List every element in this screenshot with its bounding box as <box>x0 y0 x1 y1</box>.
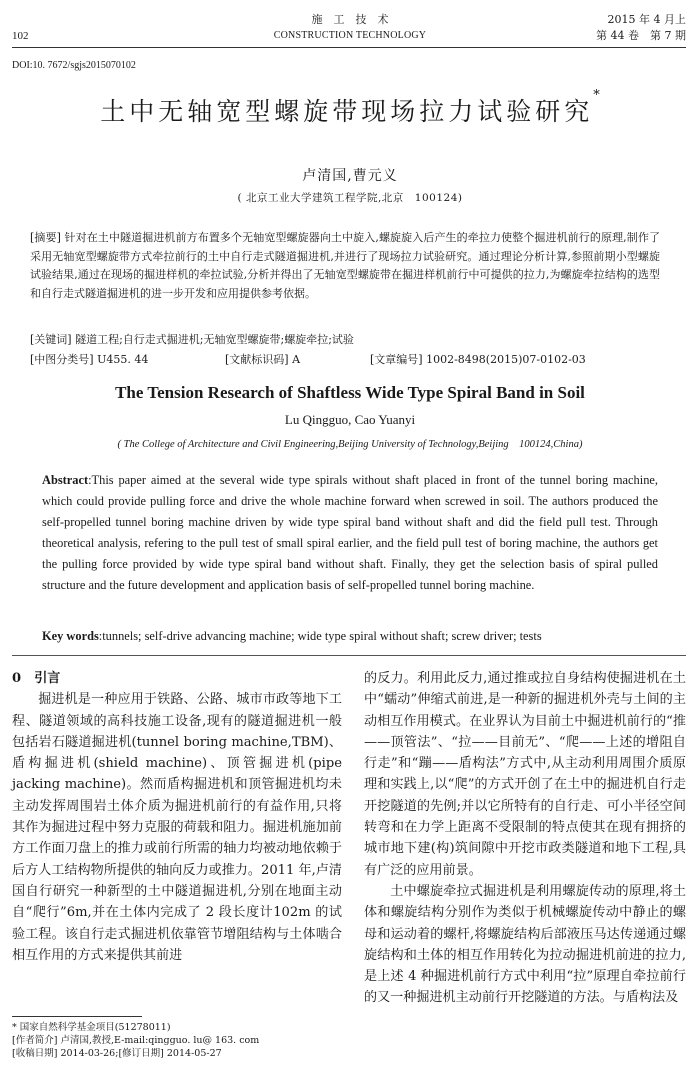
section-heading-intro: 0 引言 <box>12 671 61 686</box>
journal-name-en: CONSTRUCTION TECHNOLOGY <box>273 30 427 41</box>
doi: DOI:10. 7672/sgjs2015070102 <box>12 60 136 71</box>
abstract-cn-label: [摘要] <box>30 231 61 244</box>
doc-code-label: [文献标识码] <box>225 353 289 366</box>
journal-header <box>250 12 450 44</box>
keywords-cn-label: [关键词] <box>30 333 72 346</box>
received-label: [收稿日期] <box>12 1048 58 1059</box>
title-footnote-mark: * <box>593 88 600 103</box>
paper-title-cn <box>0 88 700 128</box>
authors-cn: 卢清国,曹元义 <box>302 168 398 184</box>
author-note <box>12 1034 259 1047</box>
volume-issue: 第 44 卷 第 7 期 <box>596 29 686 42</box>
body-left-column <box>12 668 342 966</box>
header-rule <box>12 47 686 48</box>
clc-label: [中图分类号] <box>30 353 94 366</box>
issue-info <box>596 12 686 44</box>
keywords-cn <box>30 331 670 347</box>
keywords-en <box>42 629 672 644</box>
dates-note <box>12 1047 259 1060</box>
keywords-en-text: :tunnels; self-drive advancing machine; wide type spiral without shaft; screw driver; tests <box>98 629 542 643</box>
body-paragraph: 土中螺旋牵拉式掘进机是利用螺旋传动的原理,将土体和螺旋结构分别作为类似于机械螺旋传动中静止的螺母和运动着的螺杆,将螺旋结构后部液压马达传递通过螺旋结构和土体的相互作用转化为拉动掘进机前进的拉力,是上述 4 种掘进机前行方式中利用“拉”原理自牵拉前行的又一种掘进机主动前行开挖隧道的方法。与盾构法及 <box>364 883 686 1006</box>
abstract-cn-text: 针对在土中隧道掘进机前方布置多个无轴宽型螺旋器向土中旋入,螺旋旋入后产生的牵拉力使整个掘进机前行的原理,制作了采用无轴宽型螺旋带方式牵拉前行的土中自行走式隧道掘进机,并进行了现场拉力试验研究。通过理论分析计算,参照前期小型螺旋试验结果,通过在现场的掘进样机的牵拉试验,分析并得出了无轴宽型螺旋带在掘进样机前行中可提供的拉力,为螺旋牵拉结构的选型和自行走式隧道掘进机的进一步开发和应用提供参考依据。 <box>30 231 660 300</box>
title-text: 土中无轴宽型螺旋带现场拉力试验研究 <box>100 97 594 126</box>
abstract-en-label: Abstract <box>42 473 89 487</box>
page-number: 102 <box>12 30 29 42</box>
keywords-en-label: Key words <box>42 629 99 643</box>
body-paragraph: 掘进机是一种应用于铁路、公路、城市市政等地下工程、隧道领域的高科技施工设备,现有的隧道掘进机一般包括岩石隧道掘进机(tunnel boring machine,TBM)、盾构掘进机(shield machine)、顶管掘进机(pipe jacking machine)。然而盾构掘进机和顶管掘进机均未主动发挥周围岩土体介质为掘进机前行的有益作用,只将其作为掘进过程中努力克服的荷载和阻力。掘进机施加前方工作面刀盘上的推力或前行所需的轴力均被动地依赖于后方人工结构物所提供的轴向反力或推力。2011 年,卢清国自行研究一种新型的土中隧道掘进机,分别在地面主动自“爬行”6m,并在土体内完成了 2 段长度计102m 的试验工程。该自行走式掘进机依靠管节增阻结构与土体啮合相互作用的方式来提供其前进 <box>12 692 342 963</box>
article-number-value: 1002-8498(2015)07-0102-03 <box>426 353 586 366</box>
affiliation-en: ( The College of Architecture and Civil Engineering,Beijing University of Technology,Beijing 100124,China) <box>117 439 583 450</box>
classification-row <box>30 351 670 367</box>
issue-date: 2015 年 4 月上 <box>607 13 686 26</box>
paper-title-en: The Tension Research of Shaftless Wide Type Spiral Band in Soil <box>115 383 585 402</box>
doc-code <box>225 351 300 367</box>
article-number-label: [文章编号] <box>370 353 423 366</box>
fund-note: * 国家自然科学基金项目(51278011) <box>12 1022 171 1033</box>
footnote-rule <box>12 1016 142 1017</box>
abstract-en <box>42 470 658 597</box>
keywords-cn-text: 隧道工程;自行走式掘进机;无轴宽型螺旋带;螺旋牵拉;试验 <box>75 333 354 346</box>
section-rule <box>12 655 686 656</box>
clc-value: U455. 44 <box>97 353 149 366</box>
body-paragraph: 的反力。利用此反力,通过推或拉自身结构使掘进机在土中“蠕动”伸缩式前进,是一种新的掘进机外壳与土间的主动相互作用模式。在业界认为目前土中掘进机前行的“推——顶管法”、“拉——目前无”、“爬——上述的增阻自行走”和“蹦——盾构法”方式中,从主动利用周围介质原理和实践上,以“爬”的方式开创了在土中的掘进机自行走开挖隧道的先例;并以它所特有的自行走、可小半径空间转弯和在力学上距离不受限制的特点使其在现有拥挤的城市地下建(构)筑间隙中开挖市政类隧道和地下工程,具有广泛的应用前景。 <box>364 671 686 878</box>
author-note-label: [作者简介] <box>12 1035 58 1046</box>
article-number <box>370 351 586 367</box>
footnotes <box>12 1021 259 1060</box>
received-date: 2014-03-26; <box>60 1048 119 1059</box>
authors-en: Lu Qingguo, Cao Yuanyi <box>284 412 416 427</box>
journal-name-cn: 施 工 技 术 <box>311 13 389 26</box>
body-right-column <box>364 668 686 1009</box>
abstract-en-text: :This paper aimed at the several wide type spirals without shaft placed in front of the tunnel boring machine, which could provide pulling force and drive the whole machine forward when screwed in soil. The authors produced the self-propelled tunnel boring machine driven by wide type spiral band without shaft and did the field pull test. Through theoretical analysis, refering to the pull test of small spiral earlier, and the field pull test of boring machine, the authors get the pulling force provided by wide type spiral band without shaft. Finally, they get the selection basis of spiral pulled structure and the future development and application basis of self-propelled tunnel boring machine. <box>42 473 658 593</box>
revised-label: [修订日期] <box>118 1048 164 1059</box>
affiliation-cn: ( 北京工业大学建筑工程学院,北京 100124) <box>237 192 463 204</box>
author-note-text: 卢清国,教授,E-mail:qingguo. lu@ 163. com <box>60 1035 260 1046</box>
abstract-cn <box>30 229 660 303</box>
revised-date: 2014-05-27 <box>166 1048 222 1059</box>
doc-code-value: A <box>292 353 301 366</box>
